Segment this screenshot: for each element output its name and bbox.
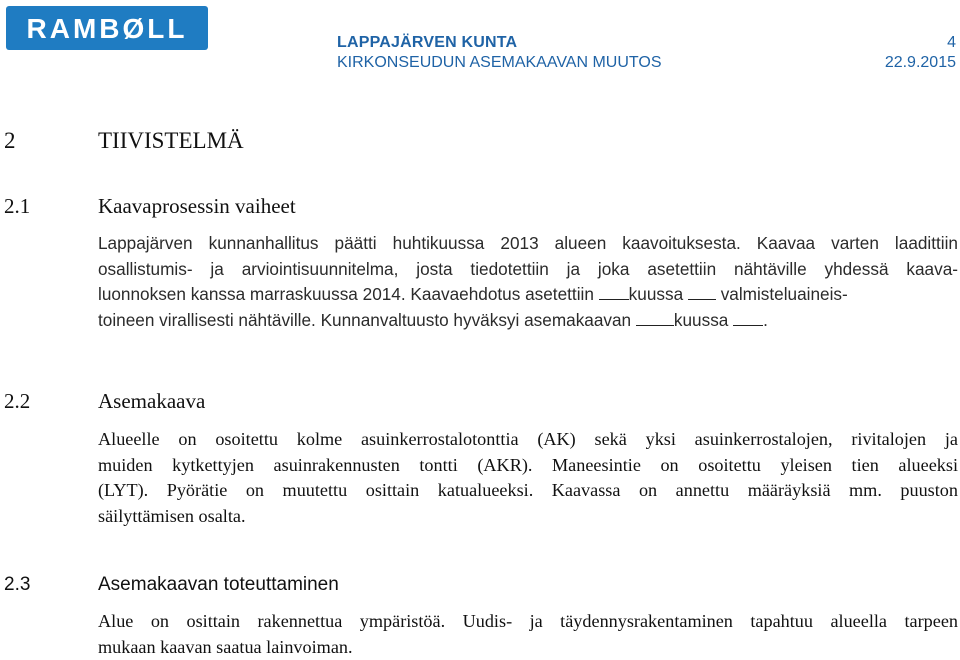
subsection-heading-2-1	[4, 194, 296, 219]
paragraph-line	[98, 308, 958, 334]
subsection-number: 2.1	[4, 194, 98, 219]
logo-text: RAMBØLL	[27, 13, 188, 44]
subsection-number: 2.3	[4, 574, 98, 596]
text-fragment: luonnoksen kanssa marraskuussa 2014. Kaavaehdotus asetettiin	[98, 284, 594, 304]
text-fragment: kuussa	[629, 284, 683, 304]
section-title: TIIVISTELMÄ	[98, 128, 244, 153]
section-number: 2	[4, 128, 98, 154]
blank-line	[733, 309, 763, 326]
text-fragment: .	[763, 310, 768, 330]
paragraph-line: Alueelle on osoitettu kolme asuinkerrostalotonttia (AK) sekä yksi asuinkerrostalojen, rivitalojen ja	[98, 427, 958, 453]
text-fragment: valmisteluaineis-	[721, 284, 848, 304]
subsection-title: Asemakaava	[98, 389, 205, 413]
text-fragment: toineen virallisesti nähtäville. Kunnanvaltuusto hyväksyi asemakaavan	[98, 310, 631, 330]
blank-line	[636, 309, 674, 326]
document-date: 22.9.2015	[885, 54, 956, 72]
paragraph-line: säilyttämisen osalta.	[98, 504, 958, 530]
paragraph-toteuttaminen	[98, 609, 958, 660]
blank-line	[599, 283, 629, 300]
subsection-title: Asemakaavan toteuttaminen	[98, 574, 339, 595]
subsection-title: Kaavaprosessin vaiheet	[98, 194, 296, 218]
paragraph-line: Lappajärven kunnanhallitus päätti huhtikuussa 2013 alueen kaavoituksesta. Kaavaa varten laadittiin	[98, 231, 958, 257]
paragraph-asemakaava	[98, 427, 958, 529]
paragraph-line	[98, 282, 958, 308]
document-subtitle: KIRKONSEUDUN ASEMAKAAVAN MUUTOS	[337, 54, 662, 72]
document-title: LAPPAJÄRVEN KUNTA	[337, 34, 517, 52]
paragraph-line: (LYT). Pyörätie on muutettu osittain katualueeksi. Kaavassa on annettu määräyksiä mm. puuston	[98, 478, 958, 504]
subsection-number: 2.2	[4, 389, 98, 414]
subsection-heading-2-3	[4, 574, 339, 596]
ramboll-logo	[6, 6, 208, 50]
subsection-heading-2-2	[4, 389, 205, 414]
blank-line	[688, 283, 716, 300]
paragraph-line: Alue on osittain rakennettua ympäristöä. Uudis- ja täydennysrakentaminen tapahtuu alueella tarpeen	[98, 609, 958, 635]
paragraph-line: osallistumis- ja arviointisuunnitelma, josta tiedotettiin ja joka asetettiin nähtäville yhdessä kaava-	[98, 257, 958, 283]
paragraph-line: mukaan kaavan saatua lainvoiman.	[98, 635, 958, 660]
paragraph-kaavaprosessi	[98, 231, 958, 333]
page-number: 4	[947, 34, 956, 52]
paragraph-line: muiden kytkettyjen asuinrakennusten tontti (AKR). Maneesintie on osoitettu yleisen tien alueeksi	[98, 453, 958, 479]
section-heading	[4, 128, 244, 154]
text-fragment: kuussa	[674, 310, 728, 330]
